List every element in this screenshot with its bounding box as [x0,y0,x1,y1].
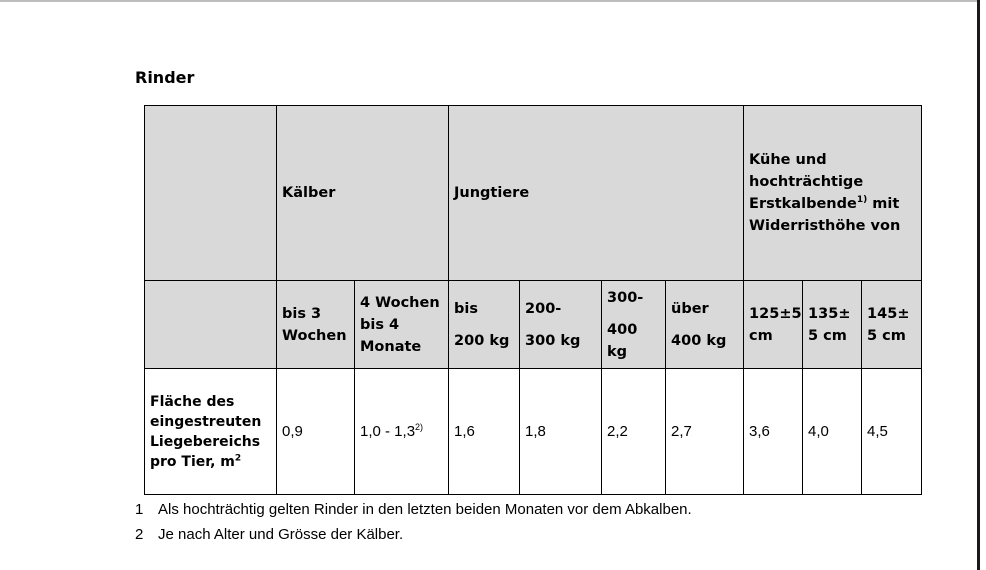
subheader-cell: 145± 5 cm [862,281,922,369]
section-title: Rinder [135,68,195,87]
header-kuehe-line1: Kühe und [749,152,827,168]
subheader-cell: 125±5 cm [744,281,803,369]
table-header-row [145,106,922,281]
header-kalber: Kälber [277,106,449,281]
value-cell: 1,0 - 1,3$^{2)}$ [355,369,449,495]
subheader-cell: 4 Wochen bis 4 Monate [355,281,449,369]
footnote-2: 2 Je nach Alter und Grösse der Kälber. [135,526,404,543]
subheader-cell: 200- 300 kg [520,281,602,369]
value-cell: 3,6 [744,369,803,495]
subheader-corner-cell [145,281,277,369]
subheader-cell: 300- 400 kg [602,281,666,369]
header-kuehe-line4: Widerristhöhe von [749,218,901,234]
value-cell: 1,8 [520,369,602,495]
header-kuehe-line2: hochträchtige [749,174,864,190]
footnote-1: 1 Als hochträchtig gelten Rinder in den letzten beiden Monaten vor dem Abkalben. [135,501,692,518]
header-corner-cell [145,106,277,281]
table-row [145,369,922,495]
right-margin [980,0,986,570]
footnotes [135,497,692,547]
subheader-cell: bis 200 kg [449,281,520,369]
subheader-cell: 135± 5 cm [803,281,862,369]
value-cell: 4,5 [862,369,922,495]
value-cell: 2,2 [602,369,666,495]
footnote-ref-2: 2) [415,422,424,432]
top-border-line [0,0,986,2]
subheader-cell: über 400 kg [666,281,744,369]
header-kuehe-line3: Erstkalbende$^{1)}$ mit [749,195,900,212]
value-cell: 0,9 [277,369,355,495]
header-jungtiere: Jungtiere [449,106,744,281]
value-cell: 2,7 [666,369,744,495]
cattle-space-table [144,105,922,495]
header-kuehe [744,106,922,281]
value-cell: 1,6 [449,369,520,495]
footnote-ref-1: 1) [856,195,868,206]
superscript-2: 2 [234,452,242,463]
value-cell: 4,0 [803,369,862,495]
subheader-cell: bis 3 Wochen [277,281,355,369]
row-label: Fläche des eingestreuten Liegebereichs pro Tier, $m^2$ [145,369,277,495]
table-subheader-row [145,281,922,369]
